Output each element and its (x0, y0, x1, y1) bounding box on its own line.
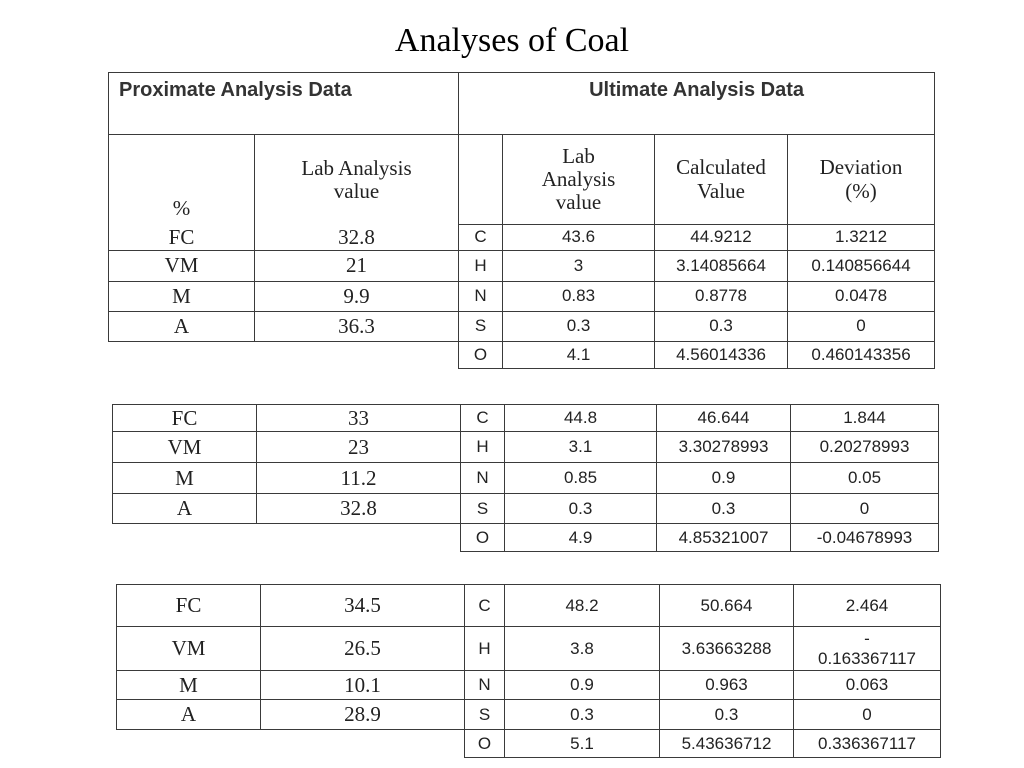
lab-cell: 0.83 (503, 281, 655, 311)
dev-cell: 0.460143356 (788, 341, 935, 368)
lab-cell: 0.9 (505, 671, 660, 700)
ultimate-lab-header: Lab Analysis value (503, 135, 655, 225)
calc-cell: 0.963 (660, 671, 794, 700)
element-cell: C (461, 405, 505, 432)
calc-cell: 0.3 (657, 494, 791, 524)
dev-cell: -0.04678993 (791, 524, 939, 552)
coal-table-3 (116, 584, 941, 758)
lab-cell: 3.1 (505, 432, 657, 463)
empty-cell (109, 341, 459, 368)
prox-label: A (113, 494, 257, 524)
prox-value: 33 (257, 405, 461, 432)
lab-cell: 4.1 (503, 341, 655, 368)
prox-value: 32.8 (257, 494, 461, 524)
lab-cell: 43.6 (503, 225, 655, 251)
element-cell: C (459, 225, 503, 251)
prox-label: VM (109, 250, 255, 281)
lab-cell: 0.3 (503, 311, 655, 341)
table-row (109, 281, 935, 311)
dev-cell: 0 (794, 700, 941, 730)
percent-header: % (109, 135, 255, 225)
lab-analysis-value-header: Lab Analysis value (255, 135, 459, 225)
dev-cell: 0.05 (791, 463, 939, 494)
table-row (117, 730, 941, 758)
calc-cell: 3.30278993 (657, 432, 791, 463)
calculated-value-header: Calculated Value (655, 135, 788, 225)
element-cell: S (465, 700, 505, 730)
lab-cell: 0.3 (505, 494, 657, 524)
table-row (109, 311, 935, 341)
dev-cell: 0.336367117 (794, 730, 941, 758)
table-row (109, 341, 935, 368)
table-row (113, 524, 939, 552)
prox-value: 10.1 (261, 671, 465, 700)
deviation-header: Deviation (%) (788, 135, 935, 225)
dev-cell: 0.063 (794, 671, 941, 700)
lab-cell: 3.8 (505, 627, 660, 671)
table-row (109, 250, 935, 281)
table-row (117, 700, 941, 730)
dev-cell: 0.140856644 (788, 250, 935, 281)
dev-cell: 1.844 (791, 405, 939, 432)
prox-label: M (109, 281, 255, 311)
dev-cell: 0.0478 (788, 281, 935, 311)
coal-table-1 (108, 72, 935, 369)
prox-label: M (113, 463, 257, 494)
element-cell: H (459, 250, 503, 281)
table-row (113, 463, 939, 494)
calc-cell: 3.63663288 (660, 627, 794, 671)
empty-cell (117, 730, 465, 758)
lab-cell: 4.9 (505, 524, 657, 552)
dev-cell: 0.20278993 (791, 432, 939, 463)
prox-label: FC (117, 585, 261, 627)
prox-value: 11.2 (257, 463, 461, 494)
element-cell: N (459, 281, 503, 311)
element-cell: O (465, 730, 505, 758)
table-row (113, 432, 939, 463)
prox-value: 23 (257, 432, 461, 463)
prox-label: A (109, 311, 255, 341)
calc-cell: 0.9 (657, 463, 791, 494)
calc-cell: 0.8778 (655, 281, 788, 311)
prox-value: 36.3 (255, 311, 459, 341)
element-cell: O (461, 524, 505, 552)
calc-cell: 3.14085664 (655, 250, 788, 281)
prox-value: 9.9 (255, 281, 459, 311)
element-header (459, 135, 503, 225)
lab-cell: 0.3 (505, 700, 660, 730)
prox-label: M (117, 671, 261, 700)
page-title: Analyses of Coal (394, 22, 630, 59)
dev-cell: 2.464 (794, 585, 941, 627)
prox-label: VM (117, 627, 261, 671)
element-cell: H (465, 627, 505, 671)
calc-cell: 0.3 (655, 311, 788, 341)
lab-cell: 48.2 (505, 585, 660, 627)
lab-cell: 5.1 (505, 730, 660, 758)
dev-cell: 0 (788, 311, 935, 341)
element-cell: H (461, 432, 505, 463)
calc-cell: 46.644 (657, 405, 791, 432)
element-cell: O (459, 341, 503, 368)
element-cell: C (465, 585, 505, 627)
dev-cell: - 0.163367117 (794, 627, 941, 671)
calc-cell: 44.9212 (655, 225, 788, 251)
prox-value: 26.5 (261, 627, 465, 671)
prox-value: 32.8 (255, 225, 459, 251)
prox-label: VM (113, 432, 257, 463)
coal-table-2 (112, 404, 939, 552)
dev-cell: 1.3212 (788, 225, 935, 251)
table-row (117, 627, 941, 671)
empty-cell (113, 524, 461, 552)
element-cell: S (459, 311, 503, 341)
calc-cell: 5.43636712 (660, 730, 794, 758)
prox-value: 28.9 (261, 700, 465, 730)
prox-label: A (117, 700, 261, 730)
lab-cell: 0.85 (505, 463, 657, 494)
ultimate-header: Ultimate Analysis Data (459, 73, 935, 135)
table-row (113, 405, 939, 432)
calc-cell: 4.85321007 (657, 524, 791, 552)
proximate-header: Proximate Analysis Data (109, 73, 459, 135)
element-cell: N (465, 671, 505, 700)
calc-cell: 0.3 (660, 700, 794, 730)
calc-cell: 4.56014336 (655, 341, 788, 368)
lab-cell: 3 (503, 250, 655, 281)
dev-cell: 0 (791, 494, 939, 524)
calc-cell: 50.664 (660, 585, 794, 627)
prox-value: 34.5 (261, 585, 465, 627)
table-row (117, 671, 941, 700)
element-cell: N (461, 463, 505, 494)
lab-cell: 44.8 (505, 405, 657, 432)
prox-value: 21 (255, 250, 459, 281)
prox-label: FC (113, 405, 257, 432)
table-row (113, 494, 939, 524)
prox-label: FC (109, 225, 255, 251)
element-cell: S (461, 494, 505, 524)
table-row (109, 225, 935, 251)
table-row (117, 585, 941, 627)
